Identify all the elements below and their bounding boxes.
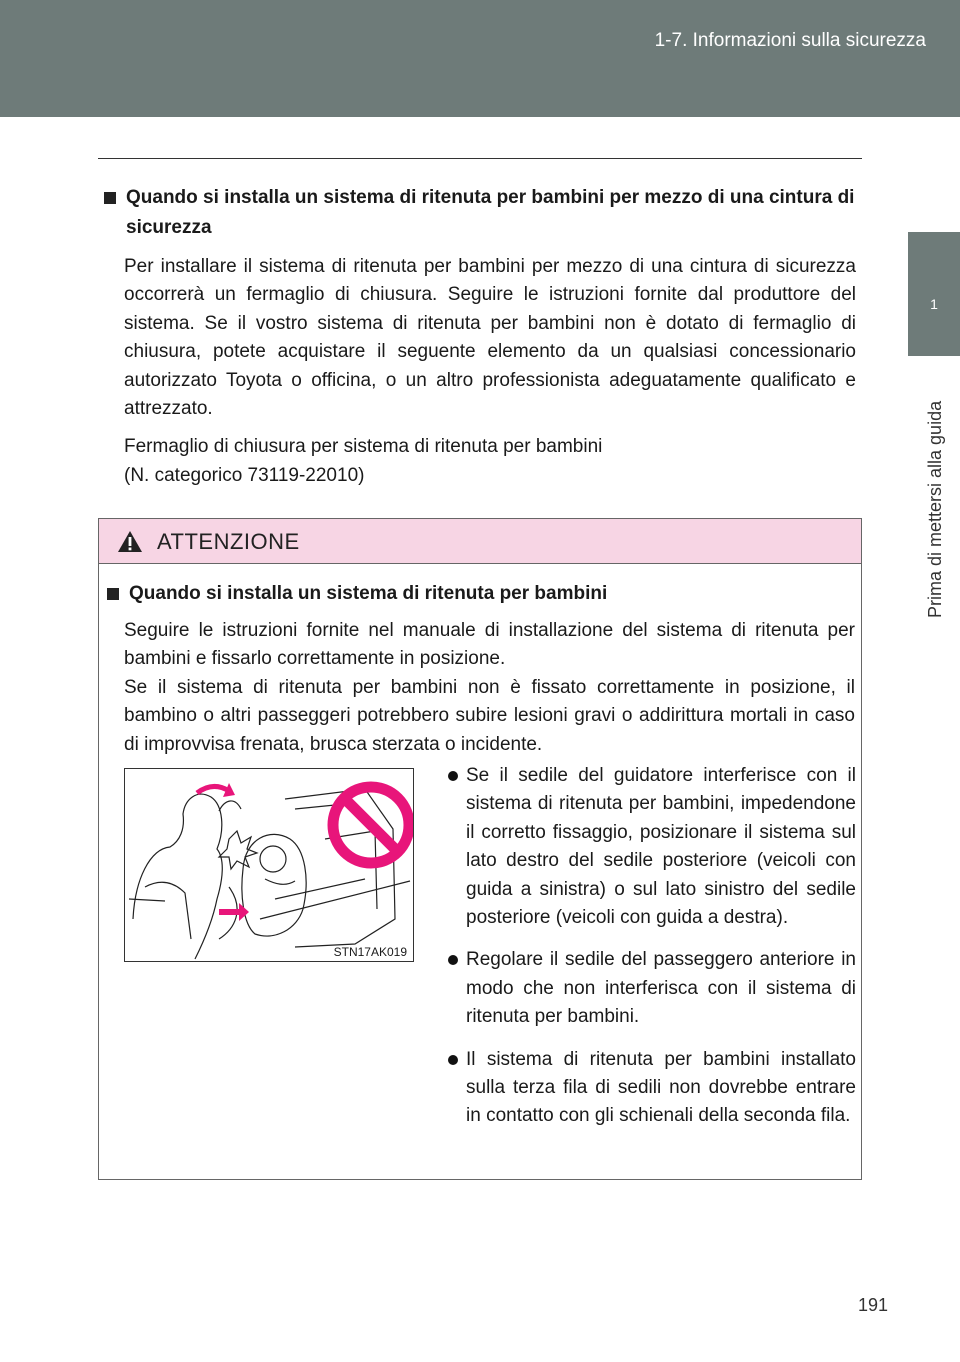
section: [104, 183, 856, 490]
square-bullet-icon: [104, 192, 116, 204]
chapter-tab-number: 1: [908, 232, 960, 356]
list-item: Se il sedile del guidatore interferisce con il sistema di ritenuta per bambini, impedendone il corretto fissaggio, posizionare il sistema sul lato destro del sedile posteriore (veicoli con guida a sinistra) o sul lato sinistro del sedile posteriore (veicoli con guida a destra).: [444, 762, 856, 932]
list-item: Il sistema di ritenuta per bambini installato sulla terza fila di sedili non dovrebbe entrare in contatto con gli schienali della seconda fila.: [444, 1046, 856, 1131]
page-number: 191: [857, 1295, 888, 1315]
warning-title: ATTENZIONE: [157, 529, 300, 554]
section-paragraph-2: Fermaglio di chiusura per sistema di ritenuta per bambini (N. categorico 73119-22010): [124, 436, 603, 486]
chapter-title: 1-7. Informazioni sulla sicurezza: [654, 30, 926, 51]
car-seat-illustration: [125, 769, 413, 961]
header-bar: [0, 0, 960, 117]
warning-paragraph: Seguire le istruzioni fornite nel manuale di installazione del sistema di ritenuta per bambini e fissarlo correttamente in posizione. Se il sistema di ritenuta per bambini non è fissato correttamente in posizione, il bambino o altri passeggeri potrebbero subire lesioni gravi o addirittura mortali in caso di improvvisa frenata, brusca sterzata o incidente.: [124, 620, 855, 755]
list-item: Regolare il sedile del passeggero anteriore in modo che non interferisca con il sistema di ritenuta per bambini.: [444, 946, 856, 1031]
warning-header: [99, 519, 861, 564]
bullet-dot-icon: [448, 771, 458, 781]
section-paragraph: Per installare il sistema di ritenuta per bambini per mezzo di una cintura di sicurezza occorrerà un fermaglio di chiusura. Seguire le istruzioni fornite dal produttore del sistema. Se il vostro sistema di ritenuta per bambini non è dotato di fermaglio di chiusura, potete acquistare il seguente elemento da un qualsiasi concessionario autorizzato Toyota o officina, o un altro professionista adeguatamente qualificato e attrezzato.: [124, 256, 856, 420]
chapter-tab: [908, 356, 960, 626]
warning-heading: Quando si installa un sistema di ritenuta per bambini: [107, 579, 855, 609]
figure-caption: STN17AK019: [333, 945, 407, 959]
warning-triangle-icon: [117, 530, 143, 553]
divider: [98, 158, 862, 159]
illustration: [124, 768, 414, 962]
bullet-list: [444, 762, 856, 1139]
chapter-tab-label: Prima di mettersi alla guida: [925, 400, 945, 618]
warning-body: [107, 579, 855, 759]
section-heading: Quando si installa un sistema di ritenuta per bambini per mezzo di una cintura di sicurezza: [104, 183, 856, 243]
bullet-dot-icon: [448, 1055, 458, 1065]
bullet-dot-icon: [448, 955, 458, 965]
square-bullet-icon: [107, 588, 119, 600]
